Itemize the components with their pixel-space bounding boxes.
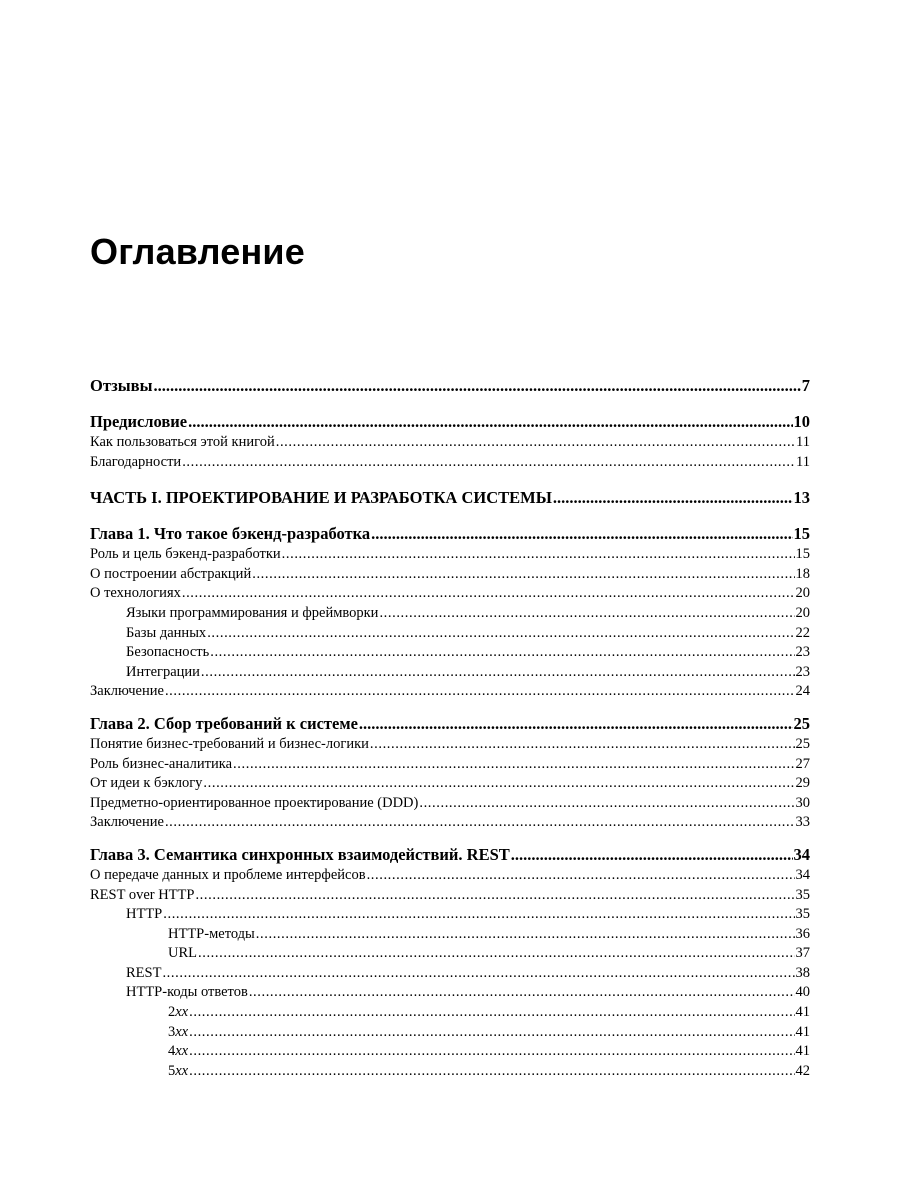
toc-entry-ch3-2xx[interactable] [90, 1003, 810, 1023]
toc-page: 20 [795, 604, 810, 621]
leader-dots [189, 1023, 794, 1043]
toc-title [168, 1003, 188, 1023]
toc-title: Отзывы [90, 376, 153, 395]
toc-entry-part1[interactable] [90, 487, 810, 509]
toc-entry-ch1-security[interactable] [90, 643, 810, 663]
leader-dots [188, 411, 792, 433]
toc-title: От идеи к бэклогу [90, 775, 203, 792]
toc-page: 34 [793, 844, 810, 864]
toc-entry-ch2-ddd[interactable] [90, 794, 810, 814]
toc-page: 11 [796, 434, 810, 450]
toc-page: 22 [795, 624, 810, 641]
toc-entry-ch3[interactable] [90, 844, 810, 866]
toc-entry-ch3-4xx[interactable] [90, 1042, 810, 1062]
leader-dots [282, 545, 795, 565]
toc-page: 20 [795, 585, 810, 602]
toc-title: URL [168, 945, 197, 962]
toc-page: 25 [793, 713, 810, 733]
toc-entry-ch1-role[interactable] [90, 545, 810, 565]
toc-title: О передаче данных и проблеме интерфейсов [90, 866, 366, 883]
toc-title [168, 1023, 188, 1043]
toc-page: 11 [796, 453, 810, 470]
toc-page: 7 [801, 376, 810, 395]
toc-title: Роль и цель бэкенд-разработки [90, 546, 281, 563]
toc-title: Заключение [90, 683, 164, 700]
toc-page: 30 [795, 794, 810, 811]
toc-title: Глава 1. Что такое бэкенд-разработка [90, 524, 371, 544]
code-suffix: xx [175, 1043, 189, 1060]
code-suffix: xx [175, 1004, 189, 1021]
leader-dots [203, 774, 794, 794]
toc-entry-kak[interactable] [90, 433, 810, 453]
toc-title: ЧАСТЬ I. ПРОЕКТИРОВАНИЕ И РАЗРАБОТКА СИСТЕМЫ [90, 488, 552, 508]
leader-dots [165, 682, 795, 702]
toc-title [168, 1042, 188, 1062]
toc-entry-ch2-concept[interactable] [90, 735, 810, 755]
leader-dots [182, 453, 795, 473]
table-of-contents [90, 375, 810, 1081]
leader-dots [165, 813, 795, 833]
toc-title: Безопасность [126, 644, 210, 661]
toc-entry-ch3-http[interactable] [90, 905, 810, 925]
leader-dots [249, 983, 795, 1003]
leader-dots [198, 944, 795, 964]
leader-dots [371, 523, 792, 545]
page-title: Оглавление [90, 231, 305, 272]
toc-page: 13 [793, 488, 810, 508]
leader-dots [195, 886, 794, 906]
toc-title: REST [126, 964, 162, 981]
toc-entry-ch1-abstractions[interactable] [90, 565, 810, 585]
toc-entry-ch3-url[interactable] [90, 944, 810, 964]
code-digit: 5 [168, 1062, 176, 1079]
toc-page: 33 [795, 814, 810, 831]
code-suffix: xx [175, 1062, 189, 1079]
toc-page: 40 [795, 984, 810, 1001]
toc-title: Понятие бизнес-требований и бизнес-логики [90, 735, 369, 752]
code-digit: 3 [168, 1023, 176, 1040]
toc-page: 35 [795, 906, 810, 923]
toc-title: Глава 2. Сбор требований к системе [90, 713, 358, 733]
toc-page: 15 [795, 546, 810, 563]
toc-title: Интеграции [126, 663, 200, 680]
toc-entry-ch2[interactable] [90, 713, 810, 735]
toc-entry-ch3-status-codes[interactable] [90, 983, 810, 1003]
toc-title: Предисловие [90, 412, 188, 431]
leader-dots [233, 755, 794, 775]
toc-page: 42 [795, 1062, 810, 1079]
toc-entry-ch3-http-methods[interactable] [90, 925, 810, 945]
toc-page: 36 [795, 925, 810, 942]
leader-dots [189, 1003, 794, 1023]
toc-page: 37 [795, 945, 810, 962]
leader-dots [182, 584, 795, 604]
toc-page: 10 [793, 412, 810, 431]
toc-page: 38 [795, 964, 810, 981]
leader-dots [370, 735, 795, 755]
toc-page: 18 [795, 565, 810, 582]
toc-entry-ch2-conclusion[interactable] [90, 813, 810, 833]
toc-title: Заключение [90, 814, 164, 831]
toc-page: 23 [795, 644, 810, 661]
leader-dots [207, 624, 794, 644]
toc-title: Глава 3. Семантика синхронных взаимодействий. REST [90, 844, 510, 864]
toc-entry-ch2-analyst[interactable] [90, 755, 810, 775]
leader-dots [511, 844, 793, 866]
toc-page: 23 [795, 663, 810, 680]
toc-page: 15 [793, 524, 810, 544]
leader-dots [379, 604, 794, 624]
toc-page: 34 [795, 866, 810, 883]
toc-entry-predislovie[interactable] [90, 411, 810, 433]
leader-dots [367, 866, 795, 886]
toc-entry-ch3-rest[interactable] [90, 964, 810, 984]
toc-entry-ch1-conclusion[interactable] [90, 682, 810, 702]
toc-page: 35 [795, 886, 810, 903]
toc-title: Базы данных [126, 624, 207, 641]
toc-title: HTTP-коды ответов [126, 984, 248, 1001]
toc-entry-ch3-transfer[interactable] [90, 866, 810, 886]
leader-dots [201, 663, 795, 683]
toc-title: О построении абстракций [90, 565, 252, 582]
code-digit: 4 [168, 1043, 176, 1060]
leader-dots [252, 565, 794, 585]
toc-entry-ch3-5xx[interactable] [90, 1062, 810, 1082]
toc-title: О технологиях [90, 585, 181, 602]
leader-dots [359, 713, 793, 735]
toc-page: 27 [795, 755, 810, 772]
toc-page: 41 [795, 1004, 810, 1021]
leader-dots [419, 794, 794, 814]
toc-page: 25 [795, 735, 810, 752]
toc-page: 41 [795, 1043, 810, 1060]
toc-entry-ch1-integrations[interactable] [90, 663, 810, 683]
toc-page: 41 [795, 1023, 810, 1040]
leader-dots [210, 643, 794, 663]
toc-title: HTTP-методы [168, 925, 255, 942]
leader-dots [276, 433, 795, 453]
toc-entry-ch1[interactable] [90, 523, 810, 545]
toc-entry-ch3-3xx[interactable] [90, 1023, 810, 1043]
toc-title: Как пользоваться этой книгой [90, 434, 275, 450]
leader-dots [153, 375, 800, 397]
leader-dots [189, 1062, 794, 1082]
toc-page: 29 [795, 775, 810, 792]
toc-title: REST over HTTP [90, 886, 195, 903]
toc-entry-ch1-languages[interactable] [90, 604, 810, 624]
toc-entry-ch2-idea[interactable] [90, 774, 810, 794]
toc-page: 24 [795, 683, 810, 700]
toc-title: Роль бизнес-аналитика [90, 755, 233, 772]
toc-entry-ch3-rest-over-http[interactable] [90, 886, 810, 906]
leader-dots [189, 1042, 794, 1062]
toc-entry-blagodarnosti[interactable] [90, 453, 810, 473]
leader-dots [163, 905, 794, 925]
toc-title: Благодарности [90, 453, 182, 470]
toc-entry-otzyvy[interactable] [90, 375, 810, 397]
toc-title: Предметно-ориентированное проектирование (DDD) [90, 794, 419, 811]
toc-title: Языки программирования и фреймворки [126, 604, 379, 621]
leader-dots [162, 964, 794, 984]
toc-title [168, 1062, 188, 1082]
leader-dots [256, 925, 795, 945]
code-suffix: xx [175, 1023, 189, 1040]
toc-entry-ch1-databases[interactable] [90, 624, 810, 644]
toc-entry-ch1-technologies[interactable] [90, 584, 810, 604]
code-digit: 2 [168, 1004, 176, 1021]
leader-dots [553, 487, 793, 509]
toc-title: HTTP [126, 906, 163, 923]
